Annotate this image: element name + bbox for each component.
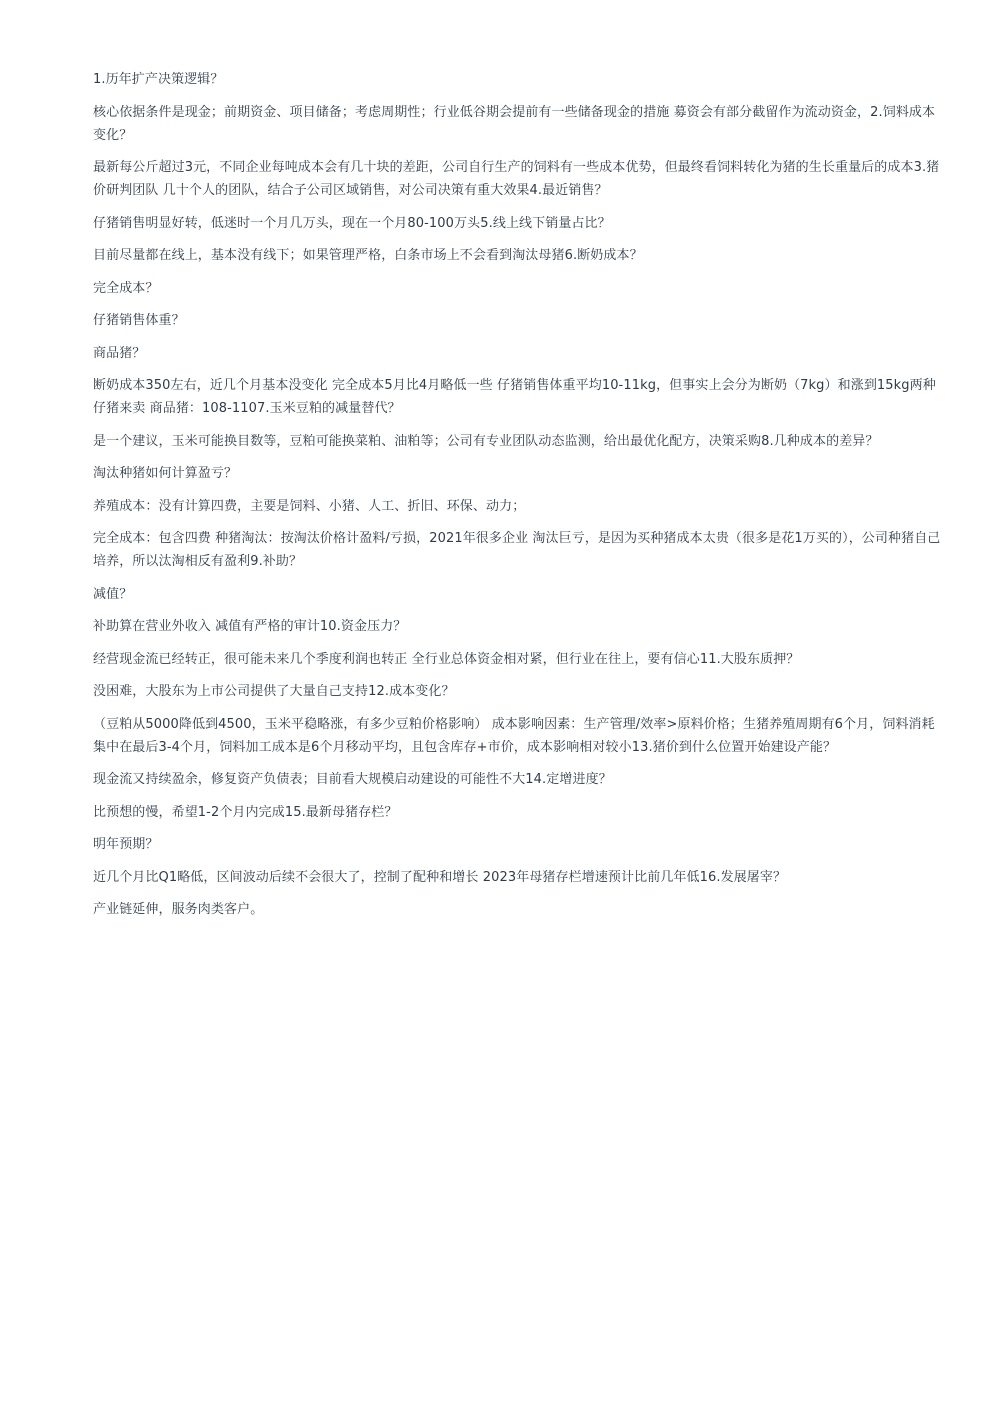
paragraph-2: 核心依据条件是现金；前期资金、项目储备；考虑周期性；行业低谷期会提前有一些储备现金的措施 募资会有部分截留作为流动资金，2.饲料成本变化？ xyxy=(93,104,936,143)
paragraph-1: 1.历年扩产决策逻辑？ xyxy=(93,72,224,87)
paragraph-20: 比预想的慢，希望1-2个月内完成15.最新母猪存栏？ xyxy=(93,804,398,820)
paragraph-3: 最新每公斤超过3元，不同企业每吨成本会有几十块的差距，公司自行生产的饲料有一些成本优势，但最终看饲料转化为猪的生长重量后的成本3.猪价研判团队 几十个人的团队，结合子公司区域销售，对公司决策有重大效果4.最近销售？ xyxy=(93,160,940,198)
paragraph-22: 近几个月比Q1略低，区间波动后续不会很大了，控制了配种和增长 2023年母猪存栏增速预计比前几年低16.发展屠宰？ xyxy=(93,869,787,885)
document-body xyxy=(93,68,941,931)
paragraph-12: 养殖成本：没有计算四费，主要是饲料、小猪、人工、折旧、环保、动力； xyxy=(93,498,526,514)
paragraph-23: 产业链延伸，服务肉类客户。 xyxy=(93,902,264,917)
paragraph-21: 明年预期？ xyxy=(93,837,159,852)
paragraph-18: （豆粕从5000降低到4500，玉米平稳略涨，有多少豆粕价格影响） 成本影响因素：生产管理/效率>原料价格；生猪养殖周期有6个月，饲料消耗集中在最后3-4个月，饲料加工成本是6个月移动平均，且包含库存+市价，成本影响相对较小13.猪价到什么位置开始建设产能？ xyxy=(93,716,935,755)
paragraph-13: 完全成本：包含四费 种猪淘汰：按淘汰价格计盈料/亏损，2021年很多企业 淘汰巨亏，是因为买种猪成本太贵（很多是花1万买的），公司种猪自己培养，所以汰淘相反有盈利9.补助？ xyxy=(93,531,941,569)
paragraph-16: 经营现金流已经转正，很可能未来几个季度利润也转正 全行业总体资金相对紧，但行业在往上，要有信心11.大股东质押？ xyxy=(93,651,800,667)
paragraph-9: 断奶成本350左右，近几个月基本没变化 完全成本5月比4月略低一些 仔猪销售体重平均10-11kg，但事实上会分为断奶（7kg）和涨到15kg两种仔猪来卖 商品猪：108-1107.玉米豆粕的减量替代？ xyxy=(93,378,936,416)
paragraph-4: 仔猪销售明显好转，低迷时一个月几万头，现在一个月80-100万头5.线上线下销量占比？ xyxy=(93,215,611,231)
paragraph-17: 没困难，大股东为上市公司提供了大量自己支持12.成本变化？ xyxy=(93,684,455,699)
paragraph-5: 目前尽量都在线上，基本没有线下；如果管理严格，白条市场上不会看到淘汰母猪6.断奶成本？ xyxy=(93,248,643,263)
paragraph-19: 现金流又持续盈余，修复资产负债表；目前看大规模启动建设的可能性不大14.定增进度？ xyxy=(93,772,612,787)
paragraph-14: 减值？ xyxy=(93,586,133,602)
paragraph-8: 商品猪？ xyxy=(93,345,146,361)
paragraph-11: 淘汰种猪如何计算盈亏？ xyxy=(93,466,238,481)
paragraph-15: 补助算在营业外收入 减值有严格的审计10.资金压力？ xyxy=(93,619,407,634)
paragraph-7: 仔猪销售体重？ xyxy=(93,313,185,328)
paragraph-10: 是一个建议，玉米可能换目数等，豆粕可能换菜粕、油粕等；公司有专业团队动态监测，给出最优化配方，决策采购8.几种成本的差异？ xyxy=(93,433,879,449)
paragraph-6: 完全成本？ xyxy=(93,280,159,296)
